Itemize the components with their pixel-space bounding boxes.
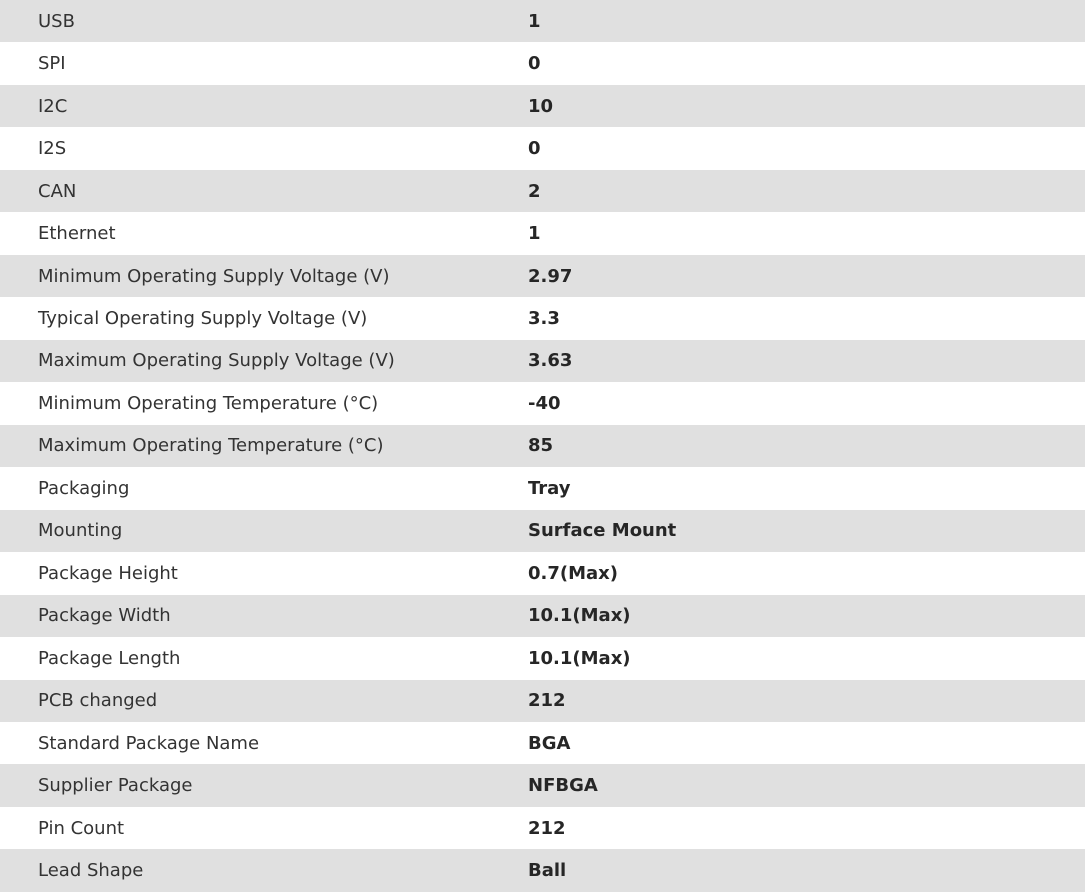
spec-label: Pin Count [38, 817, 125, 839]
spec-value: 85 [528, 435, 554, 457]
spec-row-typ-supply-voltage [0, 297, 1085, 339]
spec-label: Supplier Package [38, 775, 193, 797]
spec-label: Package Height [38, 562, 178, 584]
spec-label: Packaging [38, 477, 130, 499]
spec-value: 212 [528, 690, 566, 712]
spec-label: SPI [38, 53, 66, 75]
spec-value: 3.63 [528, 350, 573, 372]
spec-value: 2 [528, 180, 541, 202]
spec-row-pin-count [0, 807, 1085, 849]
spec-value: 0 [528, 138, 541, 160]
spec-value: 3.3 [528, 308, 560, 330]
spec-label: Package Length [38, 647, 181, 669]
spec-label: Maximum Operating Supply Voltage (V) [38, 350, 395, 372]
spec-label: Standard Package Name [38, 732, 260, 754]
spec-label: Lead Shape [38, 860, 144, 882]
spec-label: Minimum Operating Supply Voltage (V) [38, 265, 390, 287]
spec-label: PCB changed [38, 690, 158, 712]
spec-row-i2s [0, 127, 1085, 169]
spec-value: 1 [528, 10, 541, 32]
spec-row-mounting [0, 510, 1085, 552]
spec-label: Mounting [38, 520, 123, 542]
spec-value: 2.97 [528, 265, 573, 287]
spec-label: I2C [38, 95, 68, 117]
spec-row-supplier-package [0, 764, 1085, 806]
spec-label: Ethernet [38, 223, 116, 245]
spec-label: Minimum Operating Temperature (°C) [38, 392, 379, 414]
spec-value: Ball [528, 860, 567, 882]
spec-row-i2c [0, 85, 1085, 127]
spec-row-can [0, 170, 1085, 212]
spec-label: USB [38, 10, 75, 32]
spec-row-pcb-changed [0, 680, 1085, 722]
spec-label: CAN [38, 180, 77, 202]
spec-row-lead-shape [0, 849, 1085, 891]
spec-row-usb [0, 0, 1085, 42]
spec-value: Surface Mount [528, 520, 677, 542]
spec-row-max-temperature [0, 425, 1085, 467]
spec-label: Maximum Operating Temperature (°C) [38, 435, 384, 457]
spec-value: 1 [528, 223, 541, 245]
spec-value: 10 [528, 95, 554, 117]
spec-row-spi [0, 42, 1085, 84]
spec-row-packaging [0, 467, 1085, 509]
spec-row-min-supply-voltage [0, 255, 1085, 297]
spec-value: Tray [528, 477, 571, 499]
spec-row-min-temperature [0, 382, 1085, 424]
spec-value: 212 [528, 817, 566, 839]
spec-label: Typical Operating Supply Voltage (V) [38, 308, 368, 330]
spec-row-max-supply-voltage [0, 340, 1085, 382]
spec-label: Package Width [38, 605, 171, 627]
spec-value: BGA [528, 732, 571, 754]
spec-value: 0.7(Max) [528, 562, 619, 584]
spec-value: NFBGA [528, 775, 598, 797]
spec-label: I2S [38, 138, 67, 160]
spec-row-package-width [0, 595, 1085, 637]
spec-value: -40 [528, 392, 561, 414]
spec-row-standard-package-name [0, 722, 1085, 764]
spec-value: 10.1(Max) [528, 647, 631, 669]
spec-value: 0 [528, 53, 541, 75]
spec-row-ethernet [0, 212, 1085, 254]
spec-row-package-length [0, 637, 1085, 679]
spec-row-package-height [0, 552, 1085, 594]
spec-value: 10.1(Max) [528, 605, 631, 627]
